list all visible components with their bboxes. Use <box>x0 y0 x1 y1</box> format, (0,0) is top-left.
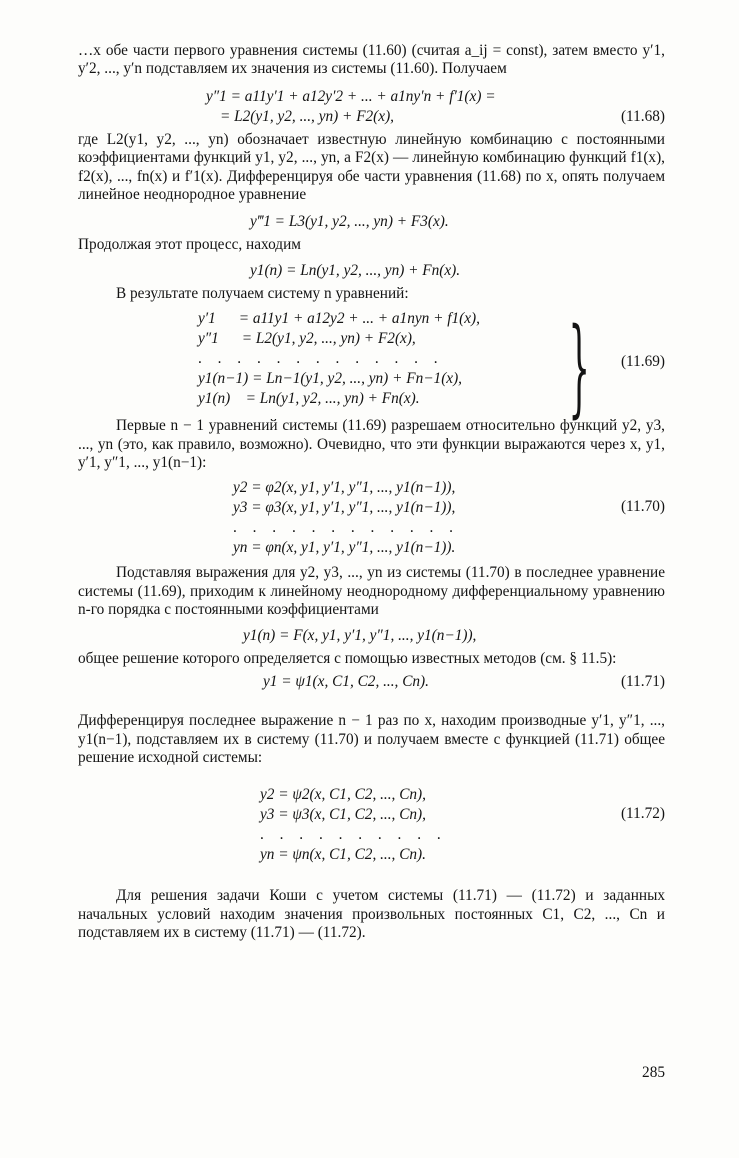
equation-line: y‴1 = L3(y1, y2, ..., yn) + F3(x). <box>250 213 449 231</box>
equation-11-68 <box>78 87 665 127</box>
system-row: y3 = ψ3(x, C1, C2, ..., Cn), <box>260 806 426 824</box>
system-row: yn = φn(x, y1, y′1, y″1, ..., y1(n−1)). <box>233 539 456 557</box>
system-row: y3 = φ3(x, y1, y′1, y″1, ..., y1(n−1)), <box>233 499 456 517</box>
equation-third-derivative <box>78 212 665 232</box>
equation-number: (11.68) <box>620 107 665 125</box>
system-row: y2 = φ2(x, y1, y′1, y″1, ..., y1(n−1)), <box>233 479 456 497</box>
paragraph-1: …x обе части первого уравнения системы (11.60) (считая a_ij = const), затем вместо y′1, y′2, ..., y′n подставляем их значения из системы (11.60). Получаем <box>78 42 665 78</box>
paragraph-8: Дифференцируя последнее выражение n − 1 раз по x, находим производные y′1, y″1, ..., y1(n−1), подставляем их в систему (11.70) и получаем вместе с функцией (11.71) общее решение исходной системы: <box>78 712 665 766</box>
paragraph-3: Продолжая этот процесс, находим <box>78 236 301 254</box>
system-row: y1(n−1) = Ln−1(y1, y2, ..., yn) + Fn−1(x), <box>198 370 462 388</box>
equation-general-f <box>78 626 665 646</box>
page-number: 285 <box>642 1064 665 1081</box>
equation-number: (11.70) <box>620 498 665 516</box>
system-row: . . . . . . . . . . . . <box>233 519 459 537</box>
paragraph-7: общее решение которого определяется с помощью известных методов (см. § 11.5): <box>78 649 617 667</box>
equation-number: (11.69) <box>620 353 665 371</box>
system-row: y2 = ψ2(x, C1, C2, ..., Cn), <box>260 786 426 804</box>
paragraph-6: Подставляя выражения для y2, y3, ..., yn из системы (11.70) в последнее уравнение системы (11.69), приходим к линейному неоднородному дифференциальному уравнению n-го порядка с постоянными коэффициентами <box>78 564 665 619</box>
paragraph-5: Первые n − 1 уравнений системы (11.69) разрешаем относительно функций y2, y3, ..., yn (это, как правило, возможно). Очевидно, что эти функции выражаются через x, y1, y′1, y″1, ..., y1(n−1): <box>78 417 665 472</box>
equation-11-71 <box>78 672 665 692</box>
equation-line: y″1 = a11y′1 + a12y′2 + ... + a1ny′n + f′1(x) = <box>206 87 496 105</box>
system-11-72 <box>78 785 665 867</box>
system-row: yn = ψn(x, C1, C2, ..., Cn). <box>260 846 426 864</box>
system-row: . . . . . . . . . . <box>260 826 447 844</box>
equation-nth-derivative <box>78 261 665 281</box>
system-11-70 <box>78 478 665 560</box>
equation-line: = L2(y1, y2, ..., yn) + F2(x), <box>220 107 394 125</box>
paragraph-4: В результате получаем систему n уравнений: <box>116 284 409 302</box>
equation-line: y1(n) = F(x, y1, y′1, y″1, ..., y1(n−1)), <box>243 626 477 644</box>
equation-line: y1(n) = Ln(y1, y2, ..., yn) + Fn(x). <box>250 261 461 279</box>
system-11-69 <box>78 307 665 432</box>
right-brace: } <box>568 307 590 432</box>
system-row: y″1 = L2(y1, y2, ..., yn) + F2(x), <box>198 330 416 348</box>
paragraph-9: Для решения задачи Коши с учетом системы (11.71) — (11.72) и заданных начальных условий находим значения произвольных постоянных C1, C2, ..., Cn и подставляем их в систему (11.71) — (11.72). <box>78 887 665 942</box>
paragraph-2: где L2(y1, y2, ..., yn) обозначает известную линейную комбинацию с постоянными коэффициентами функций y1, y2, ..., yn, а F2(x) — линейную комбинацию функций f1(x), f2(x), ..., fn(x) и f′1(x). Дифференцируя обе части уравнения (11.68) по x, опять получаем линейное неоднородное уравнение <box>78 130 665 204</box>
equation-line: y1 = ψ1(x, C1, C2, ..., Cn). <box>263 673 429 691</box>
equation-number: (11.71) <box>620 673 665 691</box>
system-row: y′1 = a11y1 + a12y2 + ... + a1nyn + f1(x), <box>198 310 480 328</box>
system-row: . . . . . . . . . . . . . <box>198 350 444 368</box>
system-row: y1(n) = Ln(y1, y2, ..., yn) + Fn(x). <box>198 390 420 408</box>
equation-number: (11.72) <box>620 805 665 823</box>
